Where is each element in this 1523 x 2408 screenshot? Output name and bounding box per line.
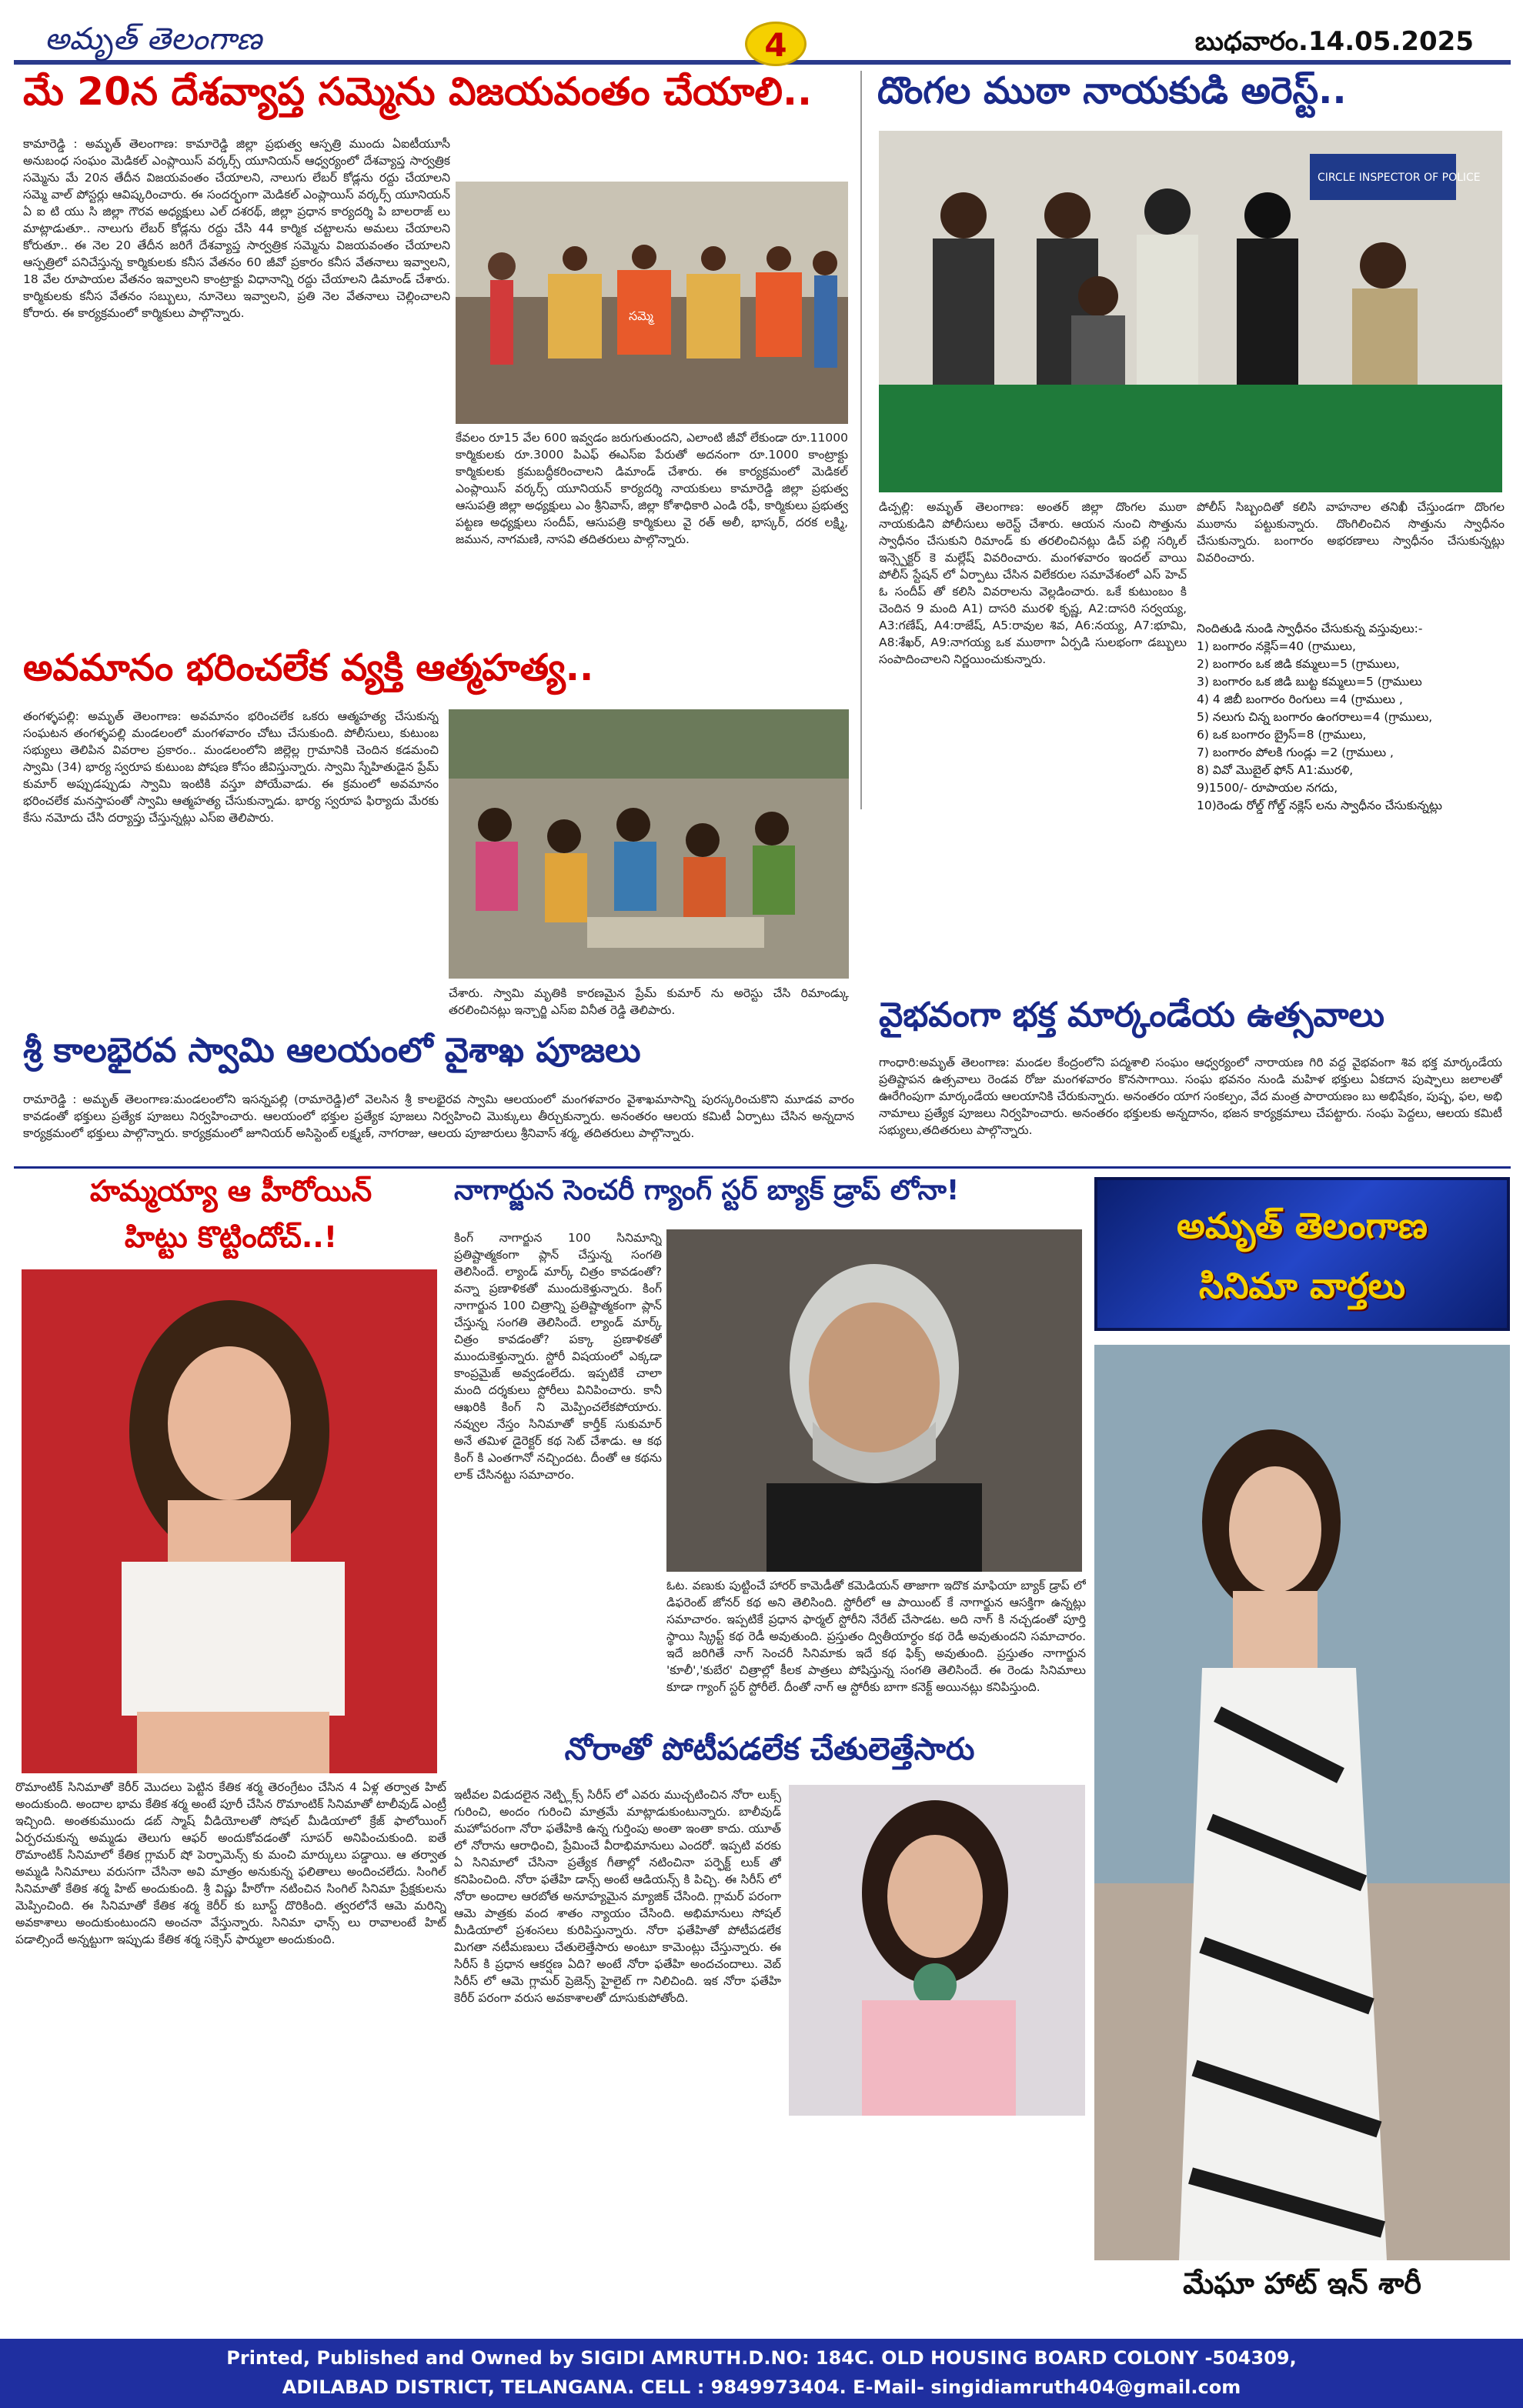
actor-photo-illustration xyxy=(666,1229,1082,1572)
issue-date: బుధవారం.14.05.2025 xyxy=(1194,26,1474,57)
cinema1-headline-line2: హిట్టు కొట్టిందోచ్..! xyxy=(124,1222,338,1254)
column-divider xyxy=(860,71,862,809)
story3-photo xyxy=(449,709,849,979)
protest-photo-illustration xyxy=(456,182,848,424)
poster-text: సమ్మె xyxy=(629,309,653,323)
seized-item: 10)రెండు రోల్డ్ గోల్డ్ నక్లెస్ లను స్వాధీనం చేసుకున్నట్లు xyxy=(1197,799,1443,812)
story3-body-right: చేశారు. స్వామి మృతికి కారణమైన ప్రేమ్ కుమార్ ను అరెస్టు చేసి రిమాండ్కు తరలించినట్లు ఇన్చార్జి ఎస్ఐ వినీత రెడ్డి తెలిపారు. xyxy=(449,986,849,1017)
saree-photo-illustration xyxy=(1094,1345,1510,2260)
seized-items-title: నిందితుడి నుండి స్వాధీనం చేసుకున్న వస్తువులు:- xyxy=(1197,622,1423,635)
cinema3-headline: నోరాతో పోటీపడలేక చేతులెత్తేసారు xyxy=(564,1733,975,1767)
arrest-photo-illustration xyxy=(879,131,1502,492)
seized-item: 5) నలుగు చిన్న బంగారం ఉంగరాలు=4 (గ్రాములు, xyxy=(1197,710,1433,724)
story3-body: తంగళ్ళపల్లి: అమృత్ తెలంగాణ: అవమానం భరించలేక ఒకరు ఆత్మహత్య చేసుకున్న సంఘటన తంగళ్ళపల్లి మండలంలో మంగళవారం చోటు చేసుకుంది. పోలీసులు, కుటుంబ సభ్యులు తెలిపిన వివరాల ప్రకారం.. మండలంలోని జిల్లెల్ల గ్రామానికి చెందిన కడమంచి స్వామి (34) భార్య స్వరూప కుటుంబ పోషణ కోసం జీవిస్తున్నారు. స్వామి స్నేహితుడైన ప్రేమ్ కుమార్ అప్పుడప్పుడు స్వామి ఇంటికి వస్తూ పోయేవాడు. ఈ క్రమంలో అవమానం భరించలేక మనస్తాపంతో స్వామి ఆత్మహత్య చేసుకున్నాడు. భార్య స్వరూప ఫిర్యాదు మేరకు కేసు నమోదు చేసి దర్యాప్తు చేస్తున్నట్లు ఎస్ఐ తెలిపారు. xyxy=(23,709,439,825)
section-divider xyxy=(14,1166,1511,1169)
police-banner-text: CIRCLE INSPECTOR OF POLICE xyxy=(1318,172,1481,184)
seized-item: 9)1500/- రూపాయల నగదు, xyxy=(1197,781,1338,795)
cinema3-actress-photo xyxy=(789,1785,1085,2116)
masthead xyxy=(14,17,1511,65)
banner-title: అమృత్ తెలంగాణ xyxy=(1177,1205,1428,1246)
cinema3-body: ఇటీవల విడుదలైన నెట్ఫ్లిక్స్ సిరీస్ లో ఎవరు ముచ్చటించిన నోరా లుక్స్ గురించి, అందం గురించి మాత్రమే మాట్లాడుకుంటున్నారు. బాలీవుడ్ మహోపరంగా నోరా ఫతేహికి ఉన్న గుర్తింపు అంతా ఇంతా కాదు. యూత్ లో నోరాను ఆరాధించి, ప్రేమించే వీరాభిమానులు ఎందరో. ఇప్పటి వరకు ఏ సినిమాలో చేసినా ప్రత్యేక గీతాల్లో నటించినా పర్ఫెక్ట్ లుక్ తో కనిపించింది. నోరా ఫతేహి డాన్స్ అంటే ఆడియన్స్ కి పిచ్చి. ఈ సిరీస్ లో నోరా అందాల ఆరబోత అనూహ్యమైన మ్యాజిక్ చేసింది. గ్లామర్ పరంగా ఆమె పాత్రకు వంద శాతం న్యాయం చేసింది. అభిమానులు సోషల్ మీడియాలో ప్రశంసలు కురిపిస్తున్నారు. నోరా ఫతేహితో పోటీపడలేక మిగతా నటీమణులు చేతులెత్తేసారు అంటూ కామెంట్లు చేస్తున్నారు. ఈ సిరీస్ కి ప్రధాన ఆకర్షణ ఏది? అంటే నోరా ఫతేహి అందచందాలు. వెబ్ సిరీస్ లో ఆమె గ్లామర్ ప్రెజెన్స్ హైలైట్ గా నిలిచింది. ఇక నోరా ఫతేహి కెరీర్ పరంగా వరుస అవకాశాలతో దూసుకుపోతోంది. xyxy=(454,1788,781,2005)
story3-headline: అవమానం భరించలేక వ్యక్తి ఆత్మహత్య.. xyxy=(23,648,594,689)
cinema4-caption: మేఘా హాట్ ఇన్ శారీ xyxy=(1183,2268,1421,2300)
story2-headline: దొంగల ముఠా నాయకుడి అరెస్ట్.. xyxy=(877,71,1347,112)
cinema2-body-right: ఓట. వణుకు పుట్టించే హారర్ కామెడీతో కమెడియన్ తాజాగా ఇదొక మాఫియా బ్యాక్ డ్రాప్ లో డిఫరెంట్ జోనర్ కథ అని తెలిసింది. స్టోరీలో ఆ పాయింట్ కే నాగార్జున ఆసక్తిగా ఉన్నట్లు సమాచారం. ఇప్పటికే ప్రధాన ఫార్మల్ స్టోరీని నేరేట్ చేసాడట. అది నాగ్ కి నచ్చడంతో పూర్తి స్థాయి స్క్రిప్ట్ కథ రెడీ అవుతుంది. ప్రస్తుతం ద్వితీయార్ధం కథ రెడీ అవుతుందని సమాచారం. ఇదే జరిగితే నాగ్ సెంచరీ సినిమాకు ఇదే కథ ఫిక్స్ అవుతుంది. ప్రస్తుతం నాగార్జున 'కూలీ','కుబేర' చిత్రాల్లో కీలక పాత్రలు పోషిస్తున్న సంగతి తెలిసిందే. ఈ రెండు సినిమాలు కూడా గ్యాంగ్ స్టర్ స్టోరీలే. దీంతో నాగ్ ఆ స్టోరీకు బాగా కనెక్ట్ అయినట్లు కనిపిస్తుంది. xyxy=(666,1579,1086,1694)
seized-item: 1) బంగారం నక్లెస్=40 (గ్రాములు, xyxy=(1197,639,1356,653)
imprint-line1: Printed, Published and Owned by SIGIDI AMRUTH.D.NO: 184C. OLD HOUSING BOARD COLONY -504309, xyxy=(226,2347,1297,2369)
story1-protest-photo xyxy=(456,182,848,424)
seized-items-list xyxy=(1197,620,1505,859)
seized-item: 2) బంగారం ఒక జిడి కమ్మలు=5 (గ్రాములు, xyxy=(1197,657,1400,671)
cinema2-headline: నాగార్జున సెంచరీ గ్యాంగ్ స్టర్ బ్యాక్ డ్రాప్ లోనా! xyxy=(454,1176,960,1206)
story2-body: డిచ్పల్లి: అమృత్ తెలంగాణ: అంతర్ జిల్లా దొంగల ముఠా నాయకుడిని పోలీసులు అరెస్ట్ చేశారు. ఆయన నుంచి సొత్తును స్వాధీనం చేసుకుని రిమాండ్ కు తరలించినట్లు డిచ్ పల్లి సర్కిల్ ఇన్స్పెక్టర్ కె మల్లేష్ వివరించారు. మంగళవారం ఇందల్ వాయి పోలీస్ స్టేషన్ లో ఏర్పాటు చేసిన విలేకరుల సమావేశంలో ఎస్ హెచ్ ఓ సందీప్ తో కలిసి వివరాలను వెల్లడించారు. ఒకే కుటుంబం కి చెందిన 9 మంది A1) దాసరి మురళి కృష్ణ, A2:దాసరి సర్వయ్య, A3:గణేష్, A4:రాజేష్, A5:రావుల శివ, A6:నయ్య, A7:భూమి, A8:శేఖర్, A9:నాగయ్య ఒక ముఠాగా ఏర్పడి సులభంగా డబ్బులు సంపాదించాలని నిర్ణయించుకున్నారు. xyxy=(879,500,1187,666)
cinema2-actor-photo xyxy=(666,1229,1082,1572)
village-crowd-illustration xyxy=(449,709,849,979)
story1-body-right: కేవలం రూ15 వేల 600 ఇవ్వడం జరుగుతుందని, ఎలాంటి జీవో లేకుండా రూ.11000 కార్మికులకు రూ.3000 పిఎఫ్ ఈఎస్ఐ పేరుతో అదనంగా రూ.1000 కాంట్రాక్టు కార్మికులకు క్రమబద్ధీకరించాలని డిమాండ్ చేశారు. ఈ కార్యక్రమంలో మెడికల్ ఎంప్లాయిస్ వర్కర్స్ యూనియన్ కార్యదర్శి నాయకులు కామారెడ్డి జిల్లా ప్రభుత్వ ఆసుపత్రి జిల్లా అధ్యక్షులు ఎం శ్రీనివాస్, జిల్లా కోశాధికారి ఎండి రఫీ, కార్మికులు ప్రభుత్వ పట్టణ అధ్యక్షులు సందీప్, ఆసుపత్రి కార్మికులు వై రత్ అలీ, భాస్కర్, దరక లక్ష్మి, జమున, నాగమణి, నాసవి తదితరులు పాల్గొన్నారు. xyxy=(456,431,848,546)
seized-item: 4) 4 జిబీ బంగారం రింగులు =4 (గ్రాములు , xyxy=(1197,692,1403,706)
story1-headline: మే 20న దేశవ్యాప్త సమ్మెను విజయవంతం చేయాలి.. xyxy=(23,71,812,114)
newspaper-title: అమృత్ తెలంగాణ xyxy=(45,22,262,57)
story2-body-right: పోలీస్ సిబ్బందితో కలిసి వాహనాల తనిఖీ చేస్తుండగా దొంగల ముఠాను పట్టుకున్నారు. దొంగిలించిన సొత్తును స్వాధీనం చేసుకున్నారు. బంగారం అభరణాలు స్వాధీనం చేసుకున్నట్లు వివరించారు. xyxy=(1197,500,1505,565)
story5-body: గాంధారి:అమృత్ తెలంగాణ: మండల కేంద్రంలోని పద్మశాలి సంఘం ఆధ్వర్యంలో నారాయణ గిరి వద్ద వైభవంగా శివ భక్త మార్కండేయ ప్రతిష్టాపన ఉత్సవాలు రెండవ రోజు మంగళవారం కొనసాగాయి. సంఘ భవనం నుండి మహిళ భక్తులు ఏకదాన పుష్పాలు జలాలతో ఊరేగింపుగా మార్కండేయ ఆలయానికి చేరుకున్నారు. అనంతరం యాగ సంకల్పం, వేద మంత్ర పారాయణం బు అభిషేకం, పుష్ప, ఫల, అభి నామాలు ప్రత్యేక పూజలు నిర్వహించారు. అనంతరం భక్తులకు అన్నదానం, భజన కార్యక్రమాలు చేపట్టారు. సంఘ పెద్దలు, ఆలయ కమిటీ సభ్యులు,తదితరులు పాల్గొన్నారు. xyxy=(879,1056,1502,1137)
imprint-line2: ADILABAD DISTRICT, TELANGANA. CELL : 9849973404. E-Mail- singidiamruth404@gmail.com xyxy=(282,2376,1241,2398)
actress-photo-illustration-2 xyxy=(789,1785,1085,2116)
cinema1-body: రొమాంటిక్ సినిమాతో కెరీర్ మొదలు పెట్టిన కేతిక శర్మ తెరంగ్రేటం చేసిన 4 ఏళ్ల తర్వాత హిట్ అందుకుంది. అందాల భామ కేతిక శర్మ అంటే పూరీ చేసిన రొమాంటిక్ సినిమాతో టాలీవుడ్ ఎంట్రీ ఇచ్చింది. అంతకుముందు డబ్ స్మాష్ వీడియోలతో సోషల్ మీడియాలో క్రేజ్ ఫాలోయింగ్ ఏర్పరచుకున్న అమ్మడు తెలుగు ఆఫర్ అందుకోవడంతో సూపర్ అనిపించుకుంది. ఐతే రొమాంటిక్ సినిమాలో కేతిక గ్లామర్ షో పెర్ఫామెన్స్ కు మంచి మార్కులు పడ్డాయి. ఆ తర్వాత అమ్మడి సినిమాలు వరుసగా చేసినా అవి మాత్రం అనుకున్న ఫలితాలు అందించలేదు. సింగిల్ సినిమాతో కేతిక శర్మ హిట్ అందుకుంది. శ్రీ విష్ణు హీరోగా నటించిన సింగిల్ సినిమా ప్రేక్షకులను మెప్పించింది. ఈ సినిమాతో కేతిక శర్మ కెరీర్ కు బూస్ట్ దొరికింది. త్వరలోనే ఆమె మరిన్ని అవకాశాలు అందుకుంటుందని అంచనా వేస్తున్నారు. సినిమా ఛాన్స్ లు రావాలంటే హిట్ పడాల్సిందే అన్నట్టుగా ఇప్పుడు కేతిక శర్మ సక్సెస్ ఫార్ములా అందుకుంది. xyxy=(15,1780,446,1946)
seized-item: 3) బంగారం ఒక జిడి బుట్ట కమ్మలు=5 (గ్రాములు xyxy=(1197,675,1422,689)
story4-body: రామారెడ్డి : అమృత్ తెలంగాణ:మండలంలోని ఇసన్నపల్లి (రామారెడ్డి)లో వెలసిన శ్రీ కాలభైరవ స్వామి ఆలయంలో మంగళవారం వైశాఖమాసాన్ని పురస్కరించుకొని మూడవ వారం కావడంతో భక్తులు ప్రత్యేక పూజలు నిర్వహించారు. ఆలయంలో భక్తుల ప్రత్యేక పూజలు నిర్వహించి మొక్కులు తీర్చుకున్నారు. అనంతరం ఆలయ కమిటీ ఏర్పాటు చేసిన అన్నదాన కార్యక్రమంలో భక్తులు పాల్గొన్నారు. కార్యక్రమంలో జూనియర్ అసిస్టెంట్ లక్ష్మణ్, నాగరాజు, ఆలయ పూజారులు శ్రీనివాస్ శర్మ, తదితరులు పాల్గొన్నారు. xyxy=(23,1092,854,1140)
banner-subtitle: సినిమా వార్తలు xyxy=(1198,1265,1406,1306)
story5-headline: వైభవంగా భక్త మార్కండేయ ఉత్సవాలు xyxy=(879,997,1384,1035)
story2-arrest-photo xyxy=(879,131,1502,492)
seized-item: 7) బంగారం పోలకి గుండ్లు =2 (గ్రాములు , xyxy=(1197,745,1394,759)
seized-item: 8) వివో మొబైల్ ఫోన్ A1:మురళి, xyxy=(1197,763,1354,777)
cinema1-actress-photo xyxy=(22,1269,437,1773)
cinema1-headline-line1: హమ్మయ్యా ఆ హీరోయిన్ xyxy=(89,1176,372,1208)
cinema2-body: కింగ్ నాగార్జున 100 సినిమాన్ని ప్రతిష్టాత్మకంగా ప్లాన్ చేస్తున్న సంగతి తెలిసిందే. ల్యాండ్ మార్క్ చిత్రం కావడంతో? వన్నా ప్రణాళికతో ముందుకెళ్తున్నారు. కింగ్ నాగార్జున 100 చిత్రాన్ని ప్రతిష్టాత్మకంగా ప్లాన్ చేస్తున్న సంగతి తెలిసిందే. ల్యాండ్ మార్క్ చిత్రం కావడంతో? పక్కా ప్రణాళికతో ముందుకెళ్తున్నారు. స్టోరీ విషయంలో ఎక్కడా కాంప్రమైజ్ అవ్వడంలేదు. ఇప్పటికే చాలా మంది దర్శకులు స్టోరీలు వినిపించారు. కానీ ఆఖరికి కింగ్ ని మెప్పించలేకపోయారు. నవ్వుల నేస్తం సినిమాతో కార్తీక్ సుకుమార్ అనే తమిళ డైరెక్టర్ కథ సెట్ చేశాడు. ఆ కథ కింగ్ కి ఎంతగానో నచ్చిందట. దీంతో ఆ కథను లాక్ చేసినట్టు సమాచారం. xyxy=(454,1231,662,1482)
story1-body: కామారెడ్డి : అమృత్ తెలంగాణ: కామారెడ్డి జిల్లా ప్రభుత్వ ఆస్పత్రి ముందు ఏఐటీయూసీ అనుబంధ సంఘం మెడికల్ ఎంప్లాయిస్ వర్కర్స్ యూనియన్ ఆధ్వర్యంలో దేశవ్యాప్త సార్వత్రిక సమ్మెను మే 20న తేదీన విజయవంతం చేయాలని, నాలుగు లేబర్ కోడ్లను రద్దు చేయాలని సమ్మె వాల్ పోస్టర్లు ఆవిష్కరించారు. ఈ సందర్భంగా మెడికల్ ఎంప్లాయిస్ వర్కర్స్ యూనియన్ ఏ ఐ టి యు సి జిల్లా గౌరవ అధ్యక్షులు ఎల్ దశరథ్, జిల్లా ప్రధాన కార్యదర్శి పి బాలరాజ్ లు మాట్లాడుతూ.. నాలుగు లేబర్ కోడ్లను రద్దు చేసి 44 కార్మిక చట్టాలను అమలు చేయాలని కోరుతూ.. ఈ నెల 20 తేదీన జరిగే దేశవ్యాప్త సార్వత్రిక సమ్మెను విజయవంతం చేయాలని ఆస్పత్రిలో పనిచేస్తున్న కార్మికులకు కనీస వేతనం 60 జీవో ప్రకారం కనీస వేతనాలు ఇవ్వాలని, 18 వేల రూపాయల వేతనం ఇవ్వాలని కాంట్రాక్టు విధానాన్ని రద్దు చేయాలని డిమాండ్ చేశారు. కార్మికులకు కనీస వేతనం సబ్బులు, నూనెలు ఇవ్వాలని, ప్రతి నెల వేతనాలు చెల్లించాలని కోరారు. ఈ కార్యక్రమంలో కార్మికులు పాల్గొన్నారు. xyxy=(23,137,450,320)
page-number-badge: 4 xyxy=(745,22,807,66)
story4-headline: శ్రీ కాలభైరవ స్వామి ఆలయంలో వైశాఖ పూజలు xyxy=(23,1032,641,1070)
imprint-footer xyxy=(0,2339,1523,2408)
cinema4-actress-photo xyxy=(1094,1345,1510,2260)
seized-item: 6) ఒక బంగారం బ్రైస్=8 (గ్రాములు, xyxy=(1197,728,1367,742)
cinema-news-banner xyxy=(1094,1177,1510,1331)
actress-photo-illustration xyxy=(22,1269,437,1773)
